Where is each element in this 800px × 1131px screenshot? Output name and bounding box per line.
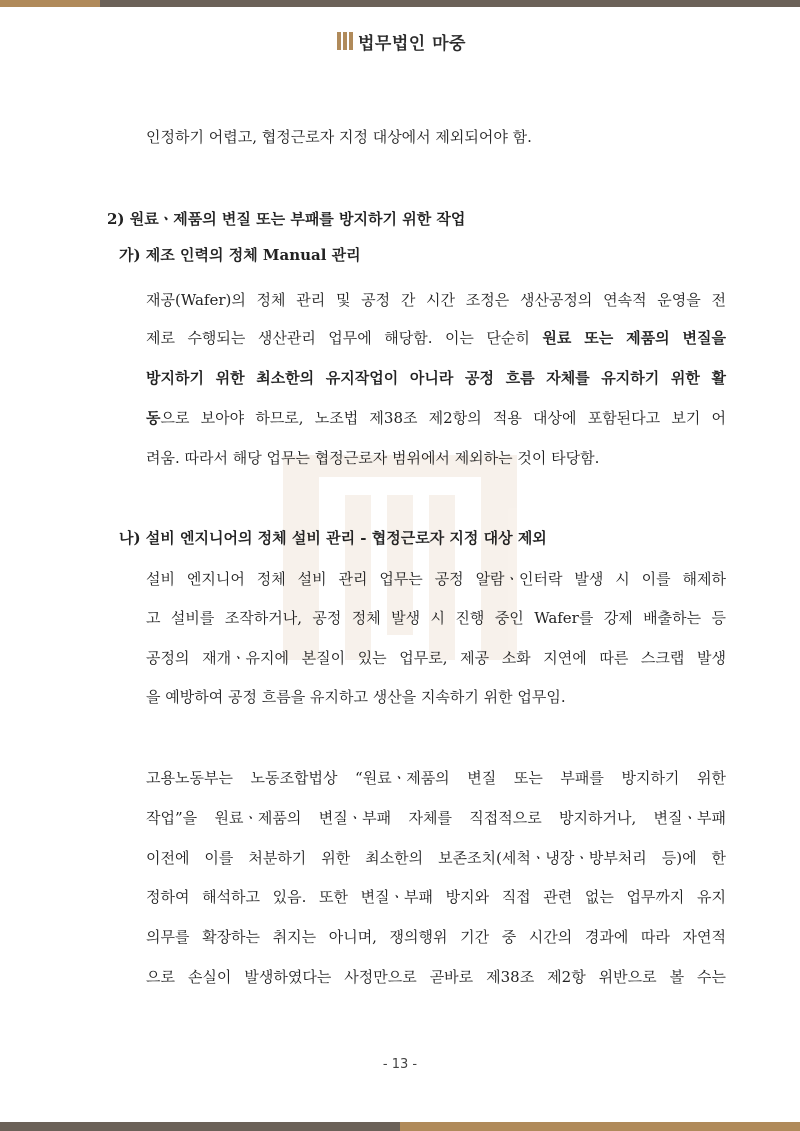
para-line-1: 고용노동부는 노동조합법상 “원료ㆍ제품의 변질 또는 부패를 방지하기 위한 [146, 769, 726, 787]
section-2-heading: 2) 원료ㆍ제품의 변질 또는 부패를 방지하기 위한 작업 [107, 210, 466, 228]
bottom-decor-bar [0, 1122, 800, 1131]
logo-watermark [283, 455, 517, 660]
bottom-bar-dark [0, 1122, 400, 1131]
top-decor-bar [0, 0, 800, 7]
subsection-b-heading: 나) 설비 엔지니어의 정체 설비 관리 - 협정근로자 지정 대상 제외 [119, 529, 547, 547]
sub-b-line-3: 공정의 재개ㆍ유지에 본질이 있는 업무로, 제공 소화 지연에 따른 스크랩 발생 [146, 649, 726, 667]
para-line-5: 의무를 확장하는 취지는 아니며, 쟁의행위 기간 중 시간의 경과에 따라 자연적 [146, 928, 726, 946]
intro-line: 인정하기 어렵고, 협정근로자 지정 대상에서 제외되어야 함. [146, 128, 532, 146]
sub-a-line-2: 제로 수행되는 생산관리 업무에 해당함. 이는 단순히 원료 또는 제품의 변질을 [146, 329, 726, 347]
sub-b-line-2: 고 설비를 조작하거나, 공정 정체 발생 시 진행 중인 Wafer를 강제 배출하는 등 [146, 609, 726, 627]
emphasis-text: 원료 또는 제품의 변질을 [542, 329, 726, 347]
emphasis-text: 동 [146, 409, 161, 427]
sub-a-line-1: 재공(Wafer)의 정체 관리 및 공정 간 시간 조정은 생산공정의 연속적 운영을 전 [146, 291, 726, 309]
bottom-bar-accent [400, 1122, 800, 1131]
sub-b-line-1: 설비 엔지니어 정체 설비 관리 업무는 공정 알람ㆍ인터락 발생 시 이를 해제하 [146, 570, 726, 588]
sub-b-line-4: 을 예방하여 공정 흐름을 유지하고 생산을 지속하기 위한 업무임. [146, 688, 566, 706]
para-line-3: 이전에 이를 처분하기 위한 최소한의 보존조치(세척ㆍ냉장ㆍ방부처리 등)에 한 [146, 849, 726, 867]
firm-name: 법무법인 마중 [358, 33, 466, 54]
page-number: - 13 - [382, 1057, 418, 1072]
para-line-4: 정하여 해석하고 있음. 또한 변질ㆍ부패 방지와 직접 관련 없는 업무까지 유지 [146, 888, 726, 906]
top-bar-dark [100, 0, 800, 7]
emphasis-text: 방지하기 위한 최소한의 유지작업이 아니라 공정 흐름 자체를 유지하기 위한 활 [146, 369, 726, 387]
para-line-2: 작업”을 원료ㆍ제품의 변질ㆍ부패 자체를 직접적으로 방지하거나, 변질ㆍ부패 [146, 809, 726, 827]
top-bar-accent [0, 0, 100, 7]
sub-a-line-3 [146, 368, 726, 388]
para-line-6: 으로 손실이 발생하였다는 사정만으로 곧바로 제38조 제2항 위반으로 볼 수는 [146, 968, 726, 986]
firm-logo-icon [337, 32, 353, 50]
sub-a-line-5: 려움. 따라서 해당 업무는 협정근로자 범위에서 제외하는 것이 타당함. [146, 449, 600, 467]
sub-a-line-4: 동으로 보아야 하므로, 노조법 제38조 제2항의 적용 대상에 포함된다고 보기 어 [146, 409, 726, 427]
firm-brand [337, 29, 466, 53]
subsection-a-heading: 가) 제조 인력의 정체 Manual 관리 [119, 246, 361, 264]
